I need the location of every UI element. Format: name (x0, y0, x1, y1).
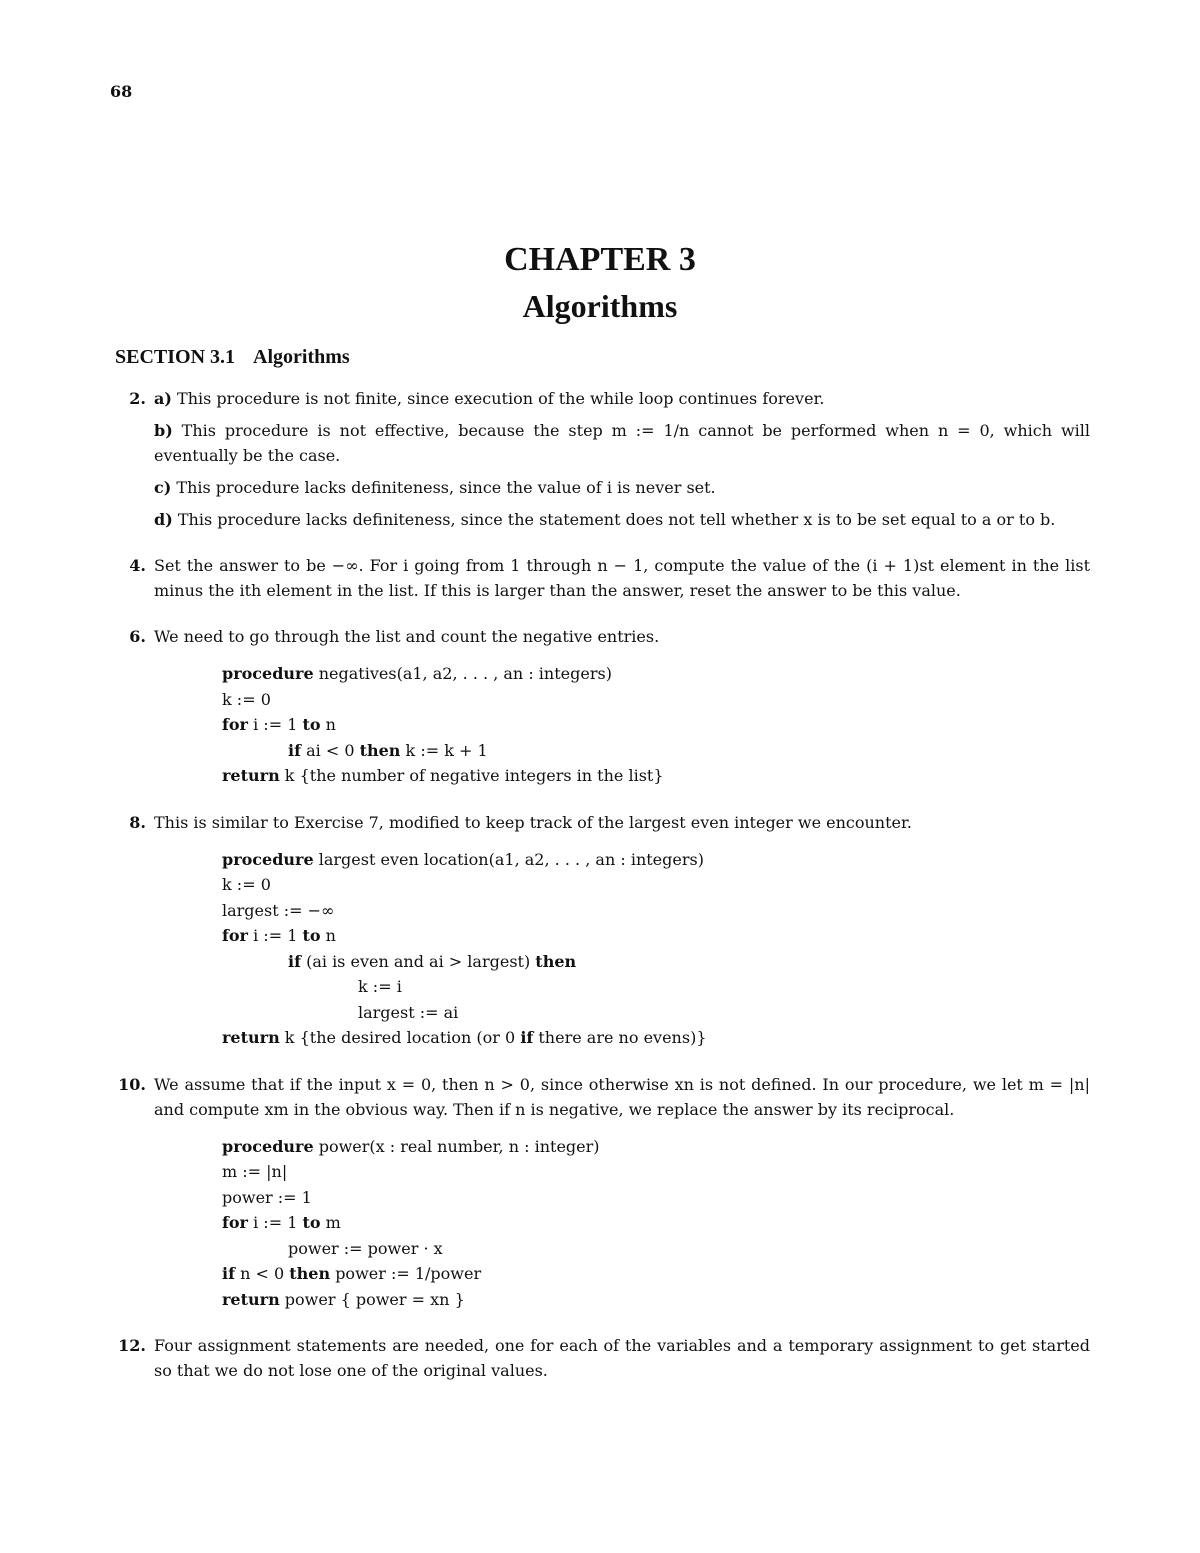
exercise-text: Four assignment statements are needed, one for each of the variables and a temporary assignment to get started so that we do not lose one of the original values. (154, 1336, 1090, 1380)
code-line: k := 0 (222, 875, 271, 894)
part-label: d) (154, 510, 173, 529)
code-line: for i := 1 to n (222, 926, 336, 945)
exercise-8 (0, 810, 1200, 1051)
code-line: if ai < 0 then k := k + 1 (288, 740, 488, 760)
part-label: c) (154, 478, 172, 497)
code-line: largest := −∞ (222, 900, 335, 920)
part-text: This procedure lacks definiteness, since the statement does not tell whether x is to be set equal to a or to b. (177, 510, 1056, 529)
exercise-12 (0, 1333, 1200, 1383)
part-text: This procedure lacks definiteness, since the value of i is never set. (176, 478, 716, 497)
code-line: largest := ai (358, 1002, 459, 1022)
exercise-10 (0, 1072, 1200, 1313)
code-line: k := i (358, 977, 402, 996)
chapter-subtitle: Algorithms (522, 288, 678, 324)
pseudocode-block (222, 1134, 1090, 1313)
part-text: This procedure is not effective, because the step m := 1/n cannot be performed when n = 0, which will eventually be the case. (154, 421, 1090, 465)
exercise-number: 6. (129, 627, 146, 646)
exercise-text: This is similar to Exercise 7, modified to keep track of the largest even integer we encounter. (154, 812, 912, 832)
exercise-number: 12. (118, 1336, 146, 1355)
pseudocode-block (222, 847, 1090, 1051)
exercise-6 (0, 624, 1200, 789)
pseudocode-block (222, 661, 1090, 789)
exercise-4 (0, 553, 1200, 603)
code-line: return k {the number of negative integers in the list} (222, 766, 664, 785)
exercise-2 (0, 386, 1200, 532)
chapter-title: CHAPTER 3 (504, 241, 696, 278)
section-heading (115, 346, 350, 369)
code-line: procedure power(x : real number, n : integer) (222, 1136, 600, 1156)
code-line: k := 0 (222, 689, 271, 709)
code-line: for i := 1 to m (222, 1213, 341, 1232)
code-line: procedure largest even location(a1, a2, . . . , an : integers) (222, 849, 704, 869)
chapter-heading (0, 238, 1200, 330)
exercise-2c (154, 475, 1090, 500)
exercise-number: 2. (129, 389, 146, 408)
code-line: m := |n| (222, 1162, 288, 1181)
exercise-text: We assume that if the input x = 0, then n > 0, since otherwise xn is not defined. In our procedure, we let m = |n| and compute xm in the obvious way. Then if n is negative, we replace the answer by its reciprocal. (154, 1074, 1090, 1119)
code-line: for i := 1 to n (222, 715, 336, 734)
exercise-number: 4. (129, 556, 146, 575)
part-text: This procedure is not finite, since execution of the while loop continues forever. (177, 389, 825, 408)
exercise-list (0, 386, 1200, 1404)
code-line: procedure negatives(a1, a2, . . . , an : integers) (222, 664, 612, 683)
part-label: a) (154, 389, 172, 408)
exercise-2b (154, 418, 1090, 468)
part-label: b) (154, 421, 173, 440)
code-line: if n < 0 then power := 1/power (222, 1264, 482, 1283)
code-line: power := power · x (288, 1238, 443, 1258)
exercise-number: 8. (129, 812, 146, 832)
code-line: if (ai is even and ai > largest) then (288, 951, 577, 971)
exercise-text: We need to go through the list and count the negative entries. (154, 627, 660, 646)
code-line: return power { power = xn } (222, 1289, 465, 1309)
section-name: Algorithms (253, 346, 350, 368)
exercise-2a (154, 386, 1090, 411)
section-number: SECTION 3.1 (115, 346, 236, 368)
code-line: power := 1 (222, 1187, 312, 1207)
exercise-2d (154, 507, 1090, 532)
page-number: 68 (110, 82, 133, 101)
code-line: return k {the desired location (or 0 if there are no evens)} (222, 1028, 707, 1047)
exercise-number: 10. (118, 1074, 146, 1094)
exercise-text: Set the answer to be −∞. For i going from 1 through n − 1, compute the value of the (i + 1)st element in the list minus the ith element in the list. If this is larger than the answer, reset the answer to be this value. (154, 556, 1090, 600)
